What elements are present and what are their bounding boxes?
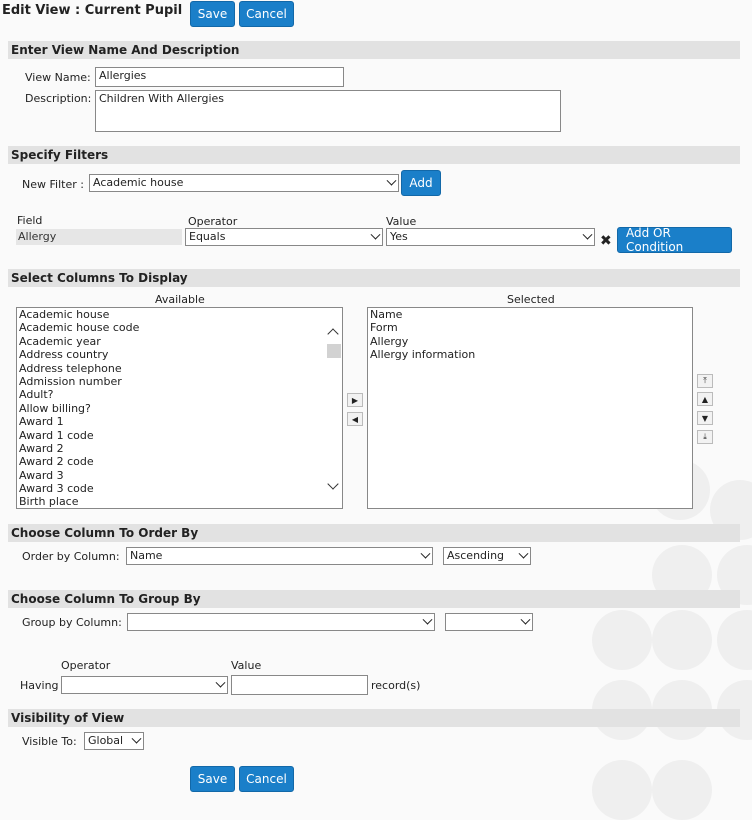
available-column-item[interactable]: Adult? bbox=[19, 388, 54, 402]
available-scrollbar[interactable] bbox=[325, 308, 342, 508]
view-name-label: View Name: bbox=[25, 71, 91, 84]
add-filter-button[interactable]: Add bbox=[401, 170, 441, 196]
having-operator-header: Operator bbox=[61, 659, 111, 672]
available-column-item[interactable]: Birth place bbox=[19, 495, 79, 509]
scroll-up-icon[interactable] bbox=[327, 328, 338, 339]
filter-value-value: Yes bbox=[390, 230, 408, 243]
move-bottom-icon[interactable]: ⤓ bbox=[697, 430, 713, 444]
visible-to-select[interactable] bbox=[84, 732, 144, 750]
chevron-down-icon bbox=[132, 734, 142, 744]
chevron-down-icon bbox=[423, 615, 433, 625]
description-label: Description: bbox=[25, 92, 92, 105]
selected-items bbox=[368, 308, 692, 362]
selected-column-item[interactable]: Allergy information bbox=[370, 348, 476, 362]
order-by-label: Order by Column: bbox=[22, 550, 120, 563]
section-columns: Select Columns To Display bbox=[8, 269, 740, 287]
footer-cancel-button[interactable]: Cancel bbox=[239, 766, 294, 792]
new-filter-select[interactable] bbox=[89, 174, 399, 192]
move-top-icon[interactable]: ⤒ bbox=[697, 374, 713, 388]
chevron-down-icon bbox=[519, 549, 529, 559]
having-operator-select[interactable] bbox=[61, 676, 228, 694]
page-title: Edit View : Current Pupil bbox=[2, 3, 183, 18]
cancel-button[interactable]: Cancel bbox=[239, 1, 294, 27]
available-column-item[interactable]: Academic house bbox=[19, 308, 110, 321]
available-column-item[interactable]: Award 1 code bbox=[19, 428, 94, 442]
footer-save-button[interactable]: Save bbox=[190, 766, 235, 792]
move-left-icon[interactable]: ◀ bbox=[347, 412, 363, 426]
group-direction-select[interactable] bbox=[445, 613, 533, 631]
chevron-down-icon bbox=[216, 678, 226, 688]
scroll-down-icon[interactable] bbox=[327, 478, 338, 489]
chevron-down-icon bbox=[583, 230, 593, 240]
operator-header: Operator bbox=[188, 215, 238, 228]
group-by-column-select[interactable] bbox=[127, 613, 435, 631]
available-column-item[interactable]: Award 3 code bbox=[19, 482, 94, 496]
save-button[interactable]: Save bbox=[190, 1, 235, 27]
field-header: Field bbox=[17, 214, 43, 227]
filter-field-cell: Allergy bbox=[16, 229, 182, 245]
new-filter-value: Academic house bbox=[93, 176, 184, 189]
view-name-input[interactable]: Allergies bbox=[95, 67, 344, 87]
selected-columns-list[interactable] bbox=[367, 307, 693, 509]
available-column-item[interactable]: Academic house code bbox=[19, 321, 140, 335]
order-by-column-value: Name bbox=[130, 549, 163, 562]
available-column-item[interactable]: Address country bbox=[19, 348, 109, 362]
available-column-item[interactable]: Award 1 bbox=[19, 415, 64, 429]
selected-label: Selected bbox=[507, 293, 555, 306]
chevron-down-icon bbox=[371, 230, 381, 240]
add-or-condition-button[interactable]: Add OR Condition bbox=[617, 227, 732, 253]
records-label: record(s) bbox=[371, 679, 421, 692]
scroll-thumb[interactable] bbox=[327, 344, 341, 358]
available-label: Available bbox=[155, 293, 205, 306]
section-order-by: Choose Column To Order By bbox=[8, 524, 740, 542]
order-direction-select[interactable] bbox=[443, 547, 531, 565]
available-column-item[interactable]: Academic year bbox=[19, 334, 101, 348]
visible-to-value: Global bbox=[88, 734, 124, 747]
move-right-icon[interactable]: ▶ bbox=[347, 393, 363, 407]
group-by-label: Group by Column: bbox=[22, 616, 122, 629]
selected-column-item[interactable]: Allergy bbox=[370, 334, 409, 348]
description-textarea[interactable]: Children With Allergies bbox=[95, 90, 561, 132]
section-name-description: Enter View Name And Description bbox=[8, 41, 740, 59]
filter-value-select[interactable] bbox=[386, 228, 595, 246]
background-decoration bbox=[592, 460, 752, 800]
available-column-item[interactable]: Award 2 code bbox=[19, 455, 94, 469]
available-column-item[interactable]: Admission number bbox=[19, 374, 122, 388]
having-label: Having bbox=[20, 679, 59, 692]
available-items bbox=[17, 308, 342, 509]
value-header: Value bbox=[386, 215, 417, 228]
order-direction-value: Ascending bbox=[447, 549, 505, 562]
available-column-item[interactable]: Allow billing? bbox=[19, 401, 91, 415]
chevron-down-icon bbox=[387, 176, 397, 186]
chevron-down-icon bbox=[421, 549, 431, 559]
move-down-icon[interactable]: ▼ bbox=[697, 411, 713, 425]
order-by-column-select[interactable] bbox=[126, 547, 433, 565]
available-column-item[interactable]: Address telephone bbox=[19, 361, 122, 375]
filter-operator-value: Equals bbox=[189, 230, 226, 243]
remove-filter-icon[interactable]: ✖ bbox=[600, 233, 612, 249]
section-visibility: Visibility of View bbox=[8, 709, 740, 727]
move-up-icon[interactable]: ▲ bbox=[697, 392, 713, 406]
section-group-by: Choose Column To Group By bbox=[8, 590, 740, 608]
having-value-header: Value bbox=[231, 659, 262, 672]
available-column-item[interactable]: Award 3 bbox=[19, 468, 64, 482]
available-columns-list[interactable] bbox=[16, 307, 343, 509]
selected-column-item[interactable]: Form bbox=[370, 321, 398, 335]
section-filters: Specify Filters bbox=[8, 146, 740, 164]
available-column-item[interactable]: Award 2 bbox=[19, 441, 64, 455]
having-value-input[interactable] bbox=[231, 675, 368, 695]
new-filter-label: New Filter : bbox=[22, 178, 84, 191]
chevron-down-icon bbox=[521, 615, 531, 625]
visible-to-label: Visible To: bbox=[22, 735, 77, 748]
selected-column-item[interactable]: Name bbox=[370, 308, 403, 321]
filter-operator-select[interactable] bbox=[185, 228, 383, 246]
